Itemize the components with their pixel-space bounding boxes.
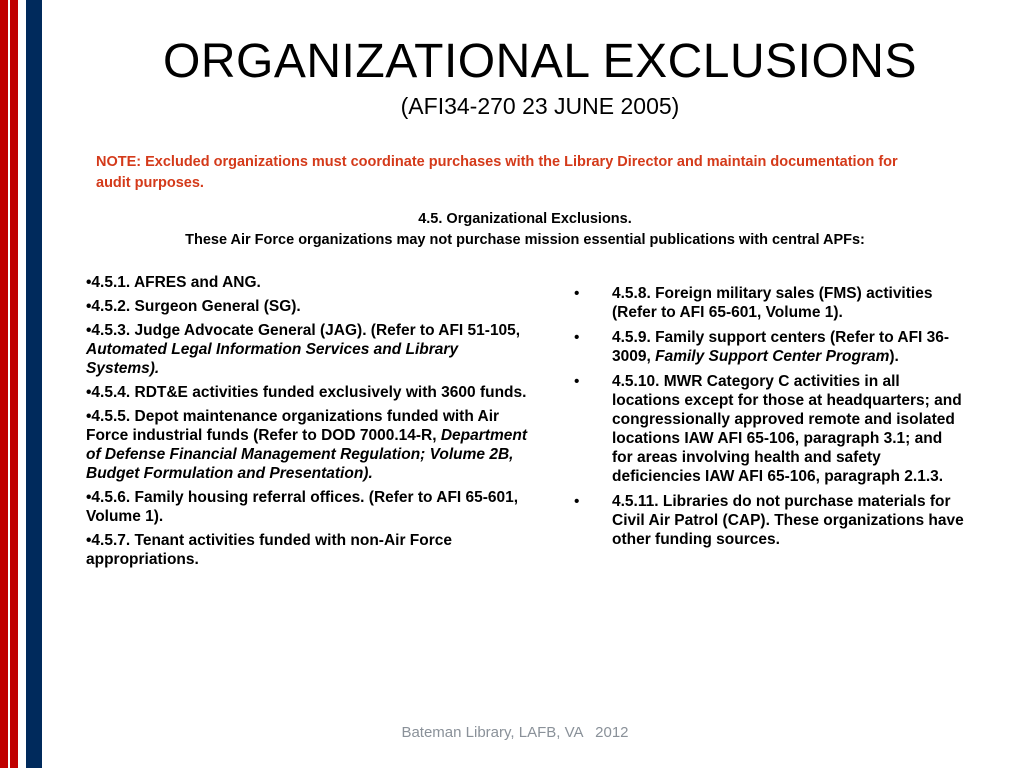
note-text: NOTE: Excluded organizations must coordinate purchases with the Library Director and maintain documentation for audit purposes.	[96, 154, 898, 191]
list-item: •4.5.5. Depot maintenance organizations funded with Air Force industrial funds (Refer to DOD 7000.14-R, Department of Defense Financial Management Regulation; Volume 2B, Budget Formulation and Presentation).	[86, 408, 527, 482]
slide-title: ORGANIZATIONAL EXCLUSIONS	[163, 35, 917, 88]
slide-footer: Bateman Library, LAFB, VA 2012	[401, 724, 629, 741]
list-item: •4.5.3. Judge Advocate General (JAG). (Refer to AFI 51-105, Automated Legal Information Services and Library Systems).	[86, 322, 521, 377]
left-white-stripe-inner	[18, 0, 26, 768]
left-red-stripe-inner	[10, 0, 18, 768]
list-item: •4.5.7. Tenant activities funded with non-Air Force appropriations.	[86, 532, 452, 568]
left-column-list	[86, 273, 532, 574]
section-heading: 4.5. Organizational Exclusions.	[418, 211, 632, 227]
list-item: •4.5.1. AFRES and ANG.	[86, 274, 261, 291]
bullet-icon: •	[574, 493, 580, 510]
list-item: •4.5.2. Surgeon General (SG).	[86, 298, 301, 315]
list-item: • 4.5.8. Foreign military sales (FMS) activities (Refer to AFI 65-601, Volume 1).	[574, 285, 933, 321]
section-header	[60, 209, 990, 251]
list-item: •4.5.6. Family housing referral offices. (Refer to AFI 65-601, Volume 1).	[86, 489, 519, 525]
bullet-icon: •	[574, 329, 580, 346]
list-item: • 4.5.10. MWR Category C activities in all locations except for those at headquarters; and congressionally approved remote and isolated locations IAW AFI 65-106, paragraph 3.1; and for areas involving health and safety deficiencies IAW AFI 65-106, paragraph 2.1.3.	[574, 373, 962, 485]
left-blue-stripe	[26, 0, 42, 768]
bullet-icon: •	[574, 373, 580, 390]
list-item: •4.5.4. RDT&E activities funded exclusively with 3600 funds.	[86, 384, 527, 401]
left-red-stripe	[0, 0, 8, 768]
bullet-icon: •	[574, 285, 580, 302]
list-item: • 4.5.9. Family support centers (Refer to AFI 36-3009, Family Support Center Program).	[574, 329, 950, 365]
list-item: • 4.5.11. Libraries do not purchase materials for Civil Air Patrol (CAP). These organizations have other funding sources.	[574, 493, 964, 548]
slide-subtitle: (AFI34-270 23 JUNE 2005)	[400, 93, 680, 119]
right-column-list	[574, 284, 966, 555]
left-white-stripe-outer	[42, 0, 46, 768]
section-intro: These Air Force organizations may not purchase mission essential publications with central APFs:	[185, 232, 865, 248]
